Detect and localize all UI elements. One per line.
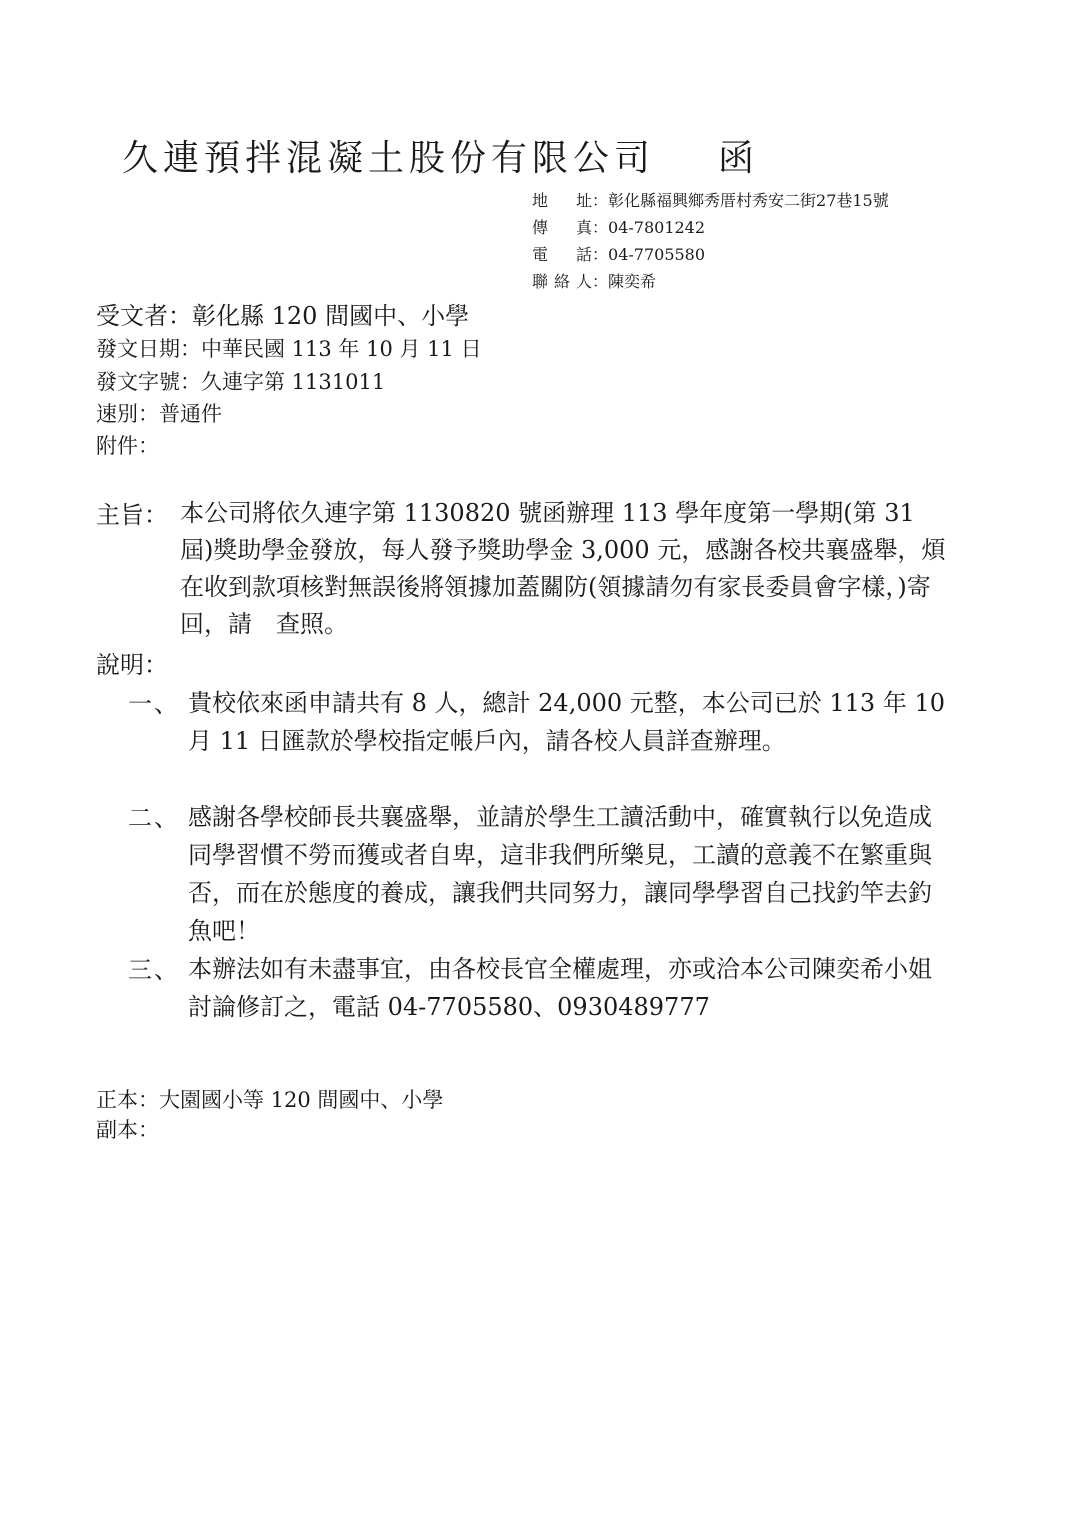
item-text-3: 本辦法如有未盡事宜，由各校長官全權處理，亦或洽本公司陳奕希小姐討論修訂之，電話 04-7705580、0930489777 <box>188 955 932 1021</box>
duplicate-copy: 副本： <box>96 1118 159 1142</box>
item-number-3: 三、 <box>128 956 180 984</box>
company-name: 久連預拌混凝土股份有限公司 <box>122 138 656 179</box>
address-label: 地 址 <box>532 191 592 210</box>
subject-text: 本公司將依久連字第 1130820 號函辦理 113 學年度第一學期(第 31 屆)獎助學金發放，每人發予獎助學金 3,000 元，感謝各校共襄盛舉，煩在收到款項核對無誤後將領據加蓋關防(領據請勿有家長委員會字樣，)寄回，請 查照。 <box>180 499 946 638</box>
attachment: 附件： <box>96 434 159 458</box>
phone-value: 04-7705580 <box>608 245 706 264</box>
phone-line: 電 話：04-7705580 <box>532 242 705 265</box>
item-text-2: 感謝各學校師長共襄盛舉，並請於學生工讀活動中，確實執行以免造成同學習慣不勞而獲或者自卑，這非我們所樂見，工讀的意義不在繁重與否，而在於態度的養成，讓我們共同努力，讓同學學習自己找釣竿去釣魚吧！ <box>188 803 932 945</box>
subject-label: 主旨： <box>96 501 168 529</box>
item-number-2: 二、 <box>128 804 180 832</box>
recipient: 受文者：彰化縣 120 間國中、小學 <box>96 302 470 330</box>
document-type: 函 <box>718 138 755 179</box>
contact-line: 聯絡人：陳奕希 <box>532 269 656 292</box>
issue-date: 發文日期：中華民國 113 年 10 月 11 日 <box>96 337 482 361</box>
description-label: 說明： <box>96 651 168 679</box>
item-text-1: 貴校依來函申請共有 8 人，總計 24,000 元整，本公司已於 113 年 10 月 11 日匯款於學校指定帳戶內，請各校人員詳查辦理。 <box>188 689 945 755</box>
contact-value: 陳奕希 <box>608 272 657 291</box>
address-line: 地 址：彰化縣福興鄉秀厝村秀安二街27巷15號 <box>532 188 889 211</box>
item-number-1: 一、 <box>128 690 180 718</box>
fax-line: 傳 真：04-7801242 <box>532 215 705 238</box>
fax-label: 傳 真 <box>532 218 592 237</box>
contact-label: 聯絡人 <box>532 272 592 291</box>
original-copy: 正本：大園國小等 120 間國中、小學 <box>96 1088 444 1112</box>
speed-category: 速別：普通件 <box>96 402 222 426</box>
phone-label: 電 話 <box>532 245 592 264</box>
address-value: 彰化縣福興鄉秀厝村秀安二街27巷15號 <box>608 191 889 210</box>
fax-value: 04-7801242 <box>608 218 706 237</box>
document-number: 發文字號：久連字第 1131011 <box>96 370 386 394</box>
